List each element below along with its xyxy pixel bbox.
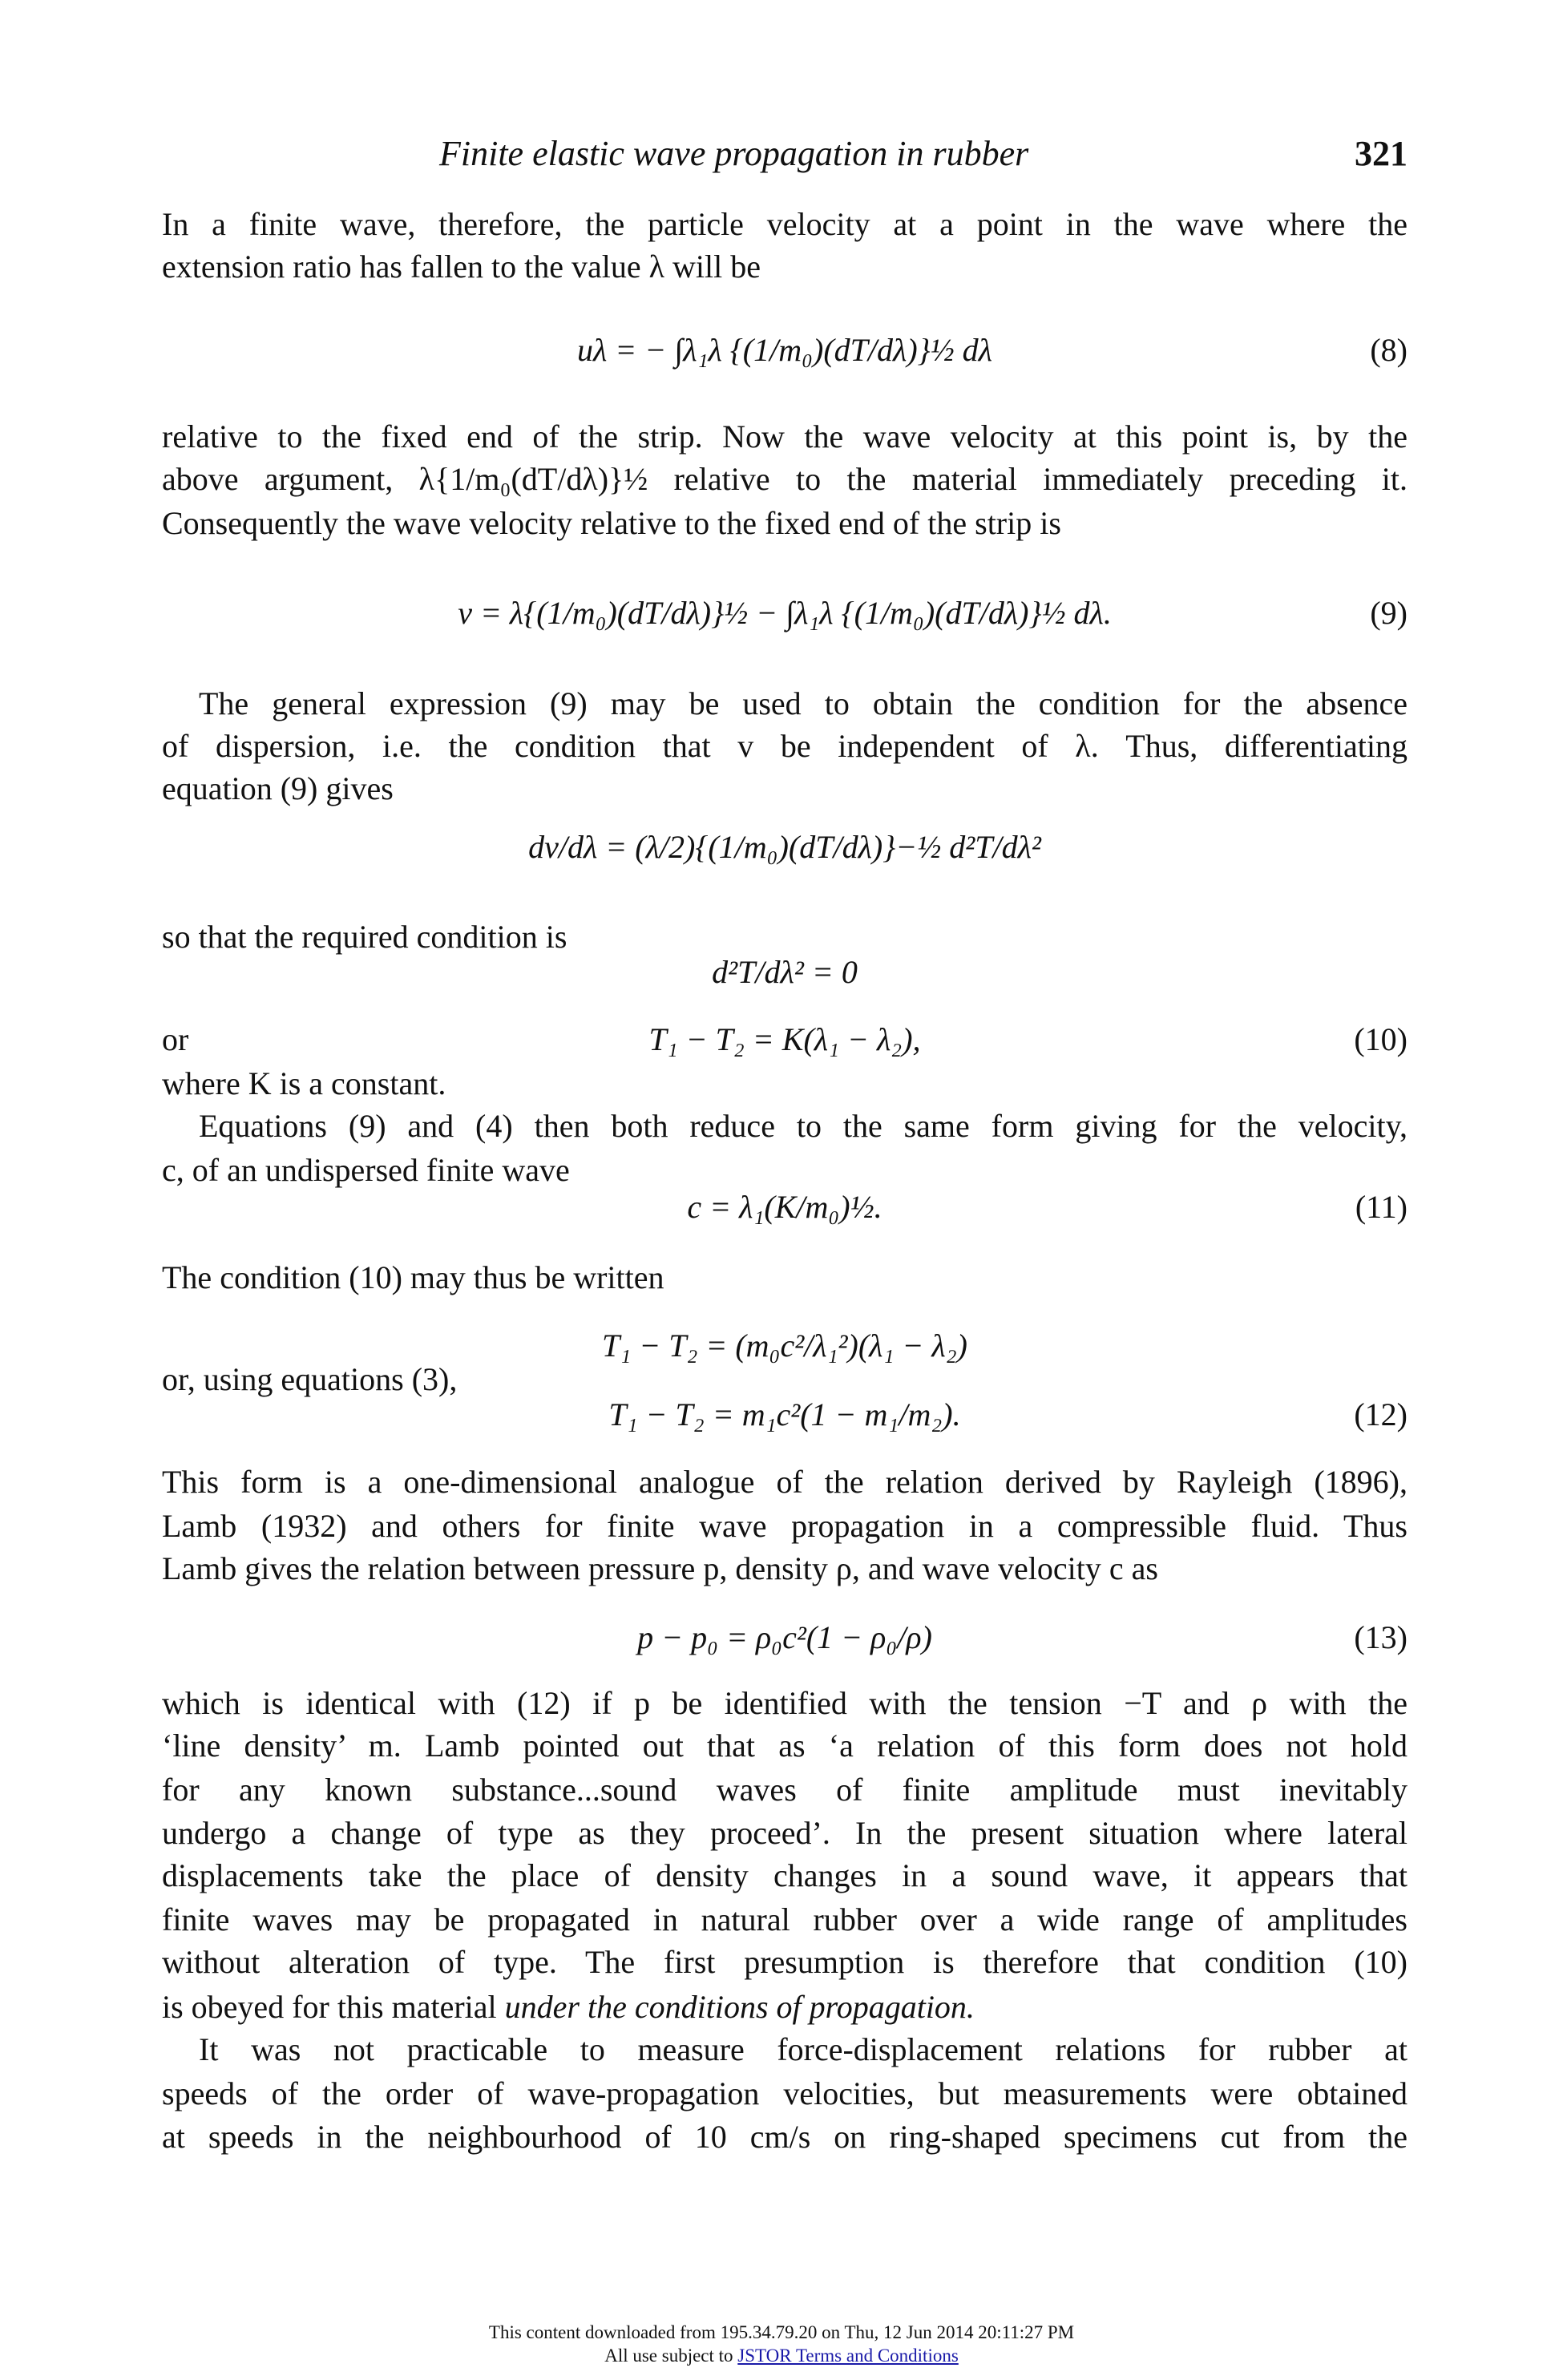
text-line: This form is a one-dimensional analogue of the relation derived by Rayleigh (1896), bbox=[162, 1464, 1408, 1500]
text-line: or bbox=[162, 1021, 189, 1057]
page-number: 321 bbox=[1355, 134, 1408, 173]
equation-formula: T₁ − T₂ = m₁c²(1 − m₁/m₂). bbox=[608, 1396, 961, 1432]
equation-number: (12) bbox=[1354, 1396, 1408, 1432]
text-line: relative to the fixed end of the strip. Now the wave velocity at this point is, by the bbox=[162, 418, 1408, 455]
text-line: Consequently the wave velocity relative to the fixed end of the strip is bbox=[162, 505, 1061, 541]
download-notice: This content downloaded from 195.34.79.20 on Thu, 12 Jun 2014 20:11:27 PM bbox=[488, 2322, 1075, 2342]
equation-number: (10) bbox=[1354, 1021, 1408, 1057]
text-line: equation (9) gives bbox=[162, 770, 394, 806]
text-line: The condition (10) may thus be written bbox=[162, 1259, 664, 1295]
text-line: speeds of the order of wave-propagation velocities, but measurements were obtained bbox=[162, 2075, 1408, 2111]
text-line: is obeyed for this material under the conditions of propagation. bbox=[162, 1989, 975, 2025]
text-line: of dispersion, i.e. the condition that v be independent of λ. Thus, differentiating bbox=[162, 728, 1408, 764]
equation-number: (13) bbox=[1354, 1619, 1408, 1655]
text-line: extension ratio has fallen to the value λ will be bbox=[162, 249, 761, 285]
equation-number: (11) bbox=[1355, 1189, 1408, 1225]
text-line: finite waves may be propagated in natural rubber over a wide range of amplitudes bbox=[162, 1901, 1408, 1938]
equation-formula: T₁ − T₂ = K(λ₁ − λ₂), bbox=[648, 1021, 921, 1057]
equation-formula: c = λ₁(K/m₀)½. bbox=[687, 1189, 882, 1225]
text-line: In a finite wave, therefore, the particle velocity at a point in the wave where the bbox=[162, 206, 1408, 242]
text-line: above argument, λ{1/m₀(dT/dλ)}½ relative to the material immediately preceding it. bbox=[162, 461, 1408, 497]
italic-phrase: under the conditions of propagation. bbox=[504, 1989, 975, 2025]
text-line: which is identical with (12) if p be identified with the tension −T and ρ with the bbox=[162, 1685, 1408, 1721]
text-line: undergo a change of type as they proceed’. In the present situation where lateral bbox=[162, 1815, 1408, 1851]
running-title: Finite elastic wave propagation in rubber bbox=[439, 134, 1029, 173]
text-line: Lamb (1932) and others for finite wave propagation in a compressible fluid. Thus bbox=[162, 1508, 1408, 1544]
terms-notice: All use subject to JSTOR Terms and Conditions bbox=[604, 2346, 959, 2366]
equation-formula: T₁ − T₂ = (m₀c²/λ₁²)(λ₁ − λ₂) bbox=[602, 1327, 967, 1364]
equation-formula: d²T/dλ² = 0 bbox=[712, 954, 858, 990]
text-line: Equations (9) and (4) then both reduce to the same form giving for the velocity, bbox=[199, 1108, 1408, 1144]
text-line: so that the required condition is bbox=[162, 919, 567, 955]
text-line: Lamb gives the relation between pressure p, density ρ, and wave velocity c as bbox=[162, 1550, 1158, 1586]
equation-formula: p − p₀ = ρ₀c²(1 − ρ₀/ρ) bbox=[637, 1619, 932, 1655]
text-line: without alteration of type. The first presumption is therefore that condition (10) bbox=[162, 1944, 1408, 1980]
text-line: c, of an undispersed finite wave bbox=[162, 1152, 570, 1188]
text-line: ‘line density’ m. Lamb pointed out that as ‘a relation of this form does not hold bbox=[162, 1727, 1408, 1764]
equation-number: (9) bbox=[1370, 595, 1408, 631]
equation-formula: uλ = − ∫λ₁λ {(1/m₀)(dT/dλ)}½ dλ bbox=[576, 332, 992, 368]
text-line: at speeds in the neighbourhood of 10 cm/s on ring-shaped specimens cut from the bbox=[162, 2119, 1408, 2155]
text-line: where K is a constant. bbox=[162, 1065, 446, 1101]
text-line: or, using equations (3), bbox=[162, 1361, 458, 1397]
jstor-terms-link[interactable]: JSTOR Terms and Conditions bbox=[737, 2346, 959, 2366]
text-line: It was not practicable to measure force-displacement relations for rubber at bbox=[199, 2031, 1408, 2067]
text-line: The general expression (9) may be used to obtain the condition for the absence bbox=[199, 685, 1408, 721]
text-line: for any known substance...sound waves of finite amplitude must inevitably bbox=[162, 1772, 1408, 1808]
equation-number: (8) bbox=[1370, 332, 1408, 368]
equation-formula: dv/dλ = (λ/2){(1/m₀)(dT/dλ)}−½ d²T/dλ² bbox=[528, 829, 1041, 865]
equation-formula: v = λ{(1/m₀)(dT/dλ)}½ − ∫λ₁λ {(1/m₀)(dT/dλ)}½ dλ. bbox=[458, 595, 1112, 631]
text-line: displacements take the place of density changes in a sound wave, it appears that bbox=[162, 1857, 1408, 1893]
